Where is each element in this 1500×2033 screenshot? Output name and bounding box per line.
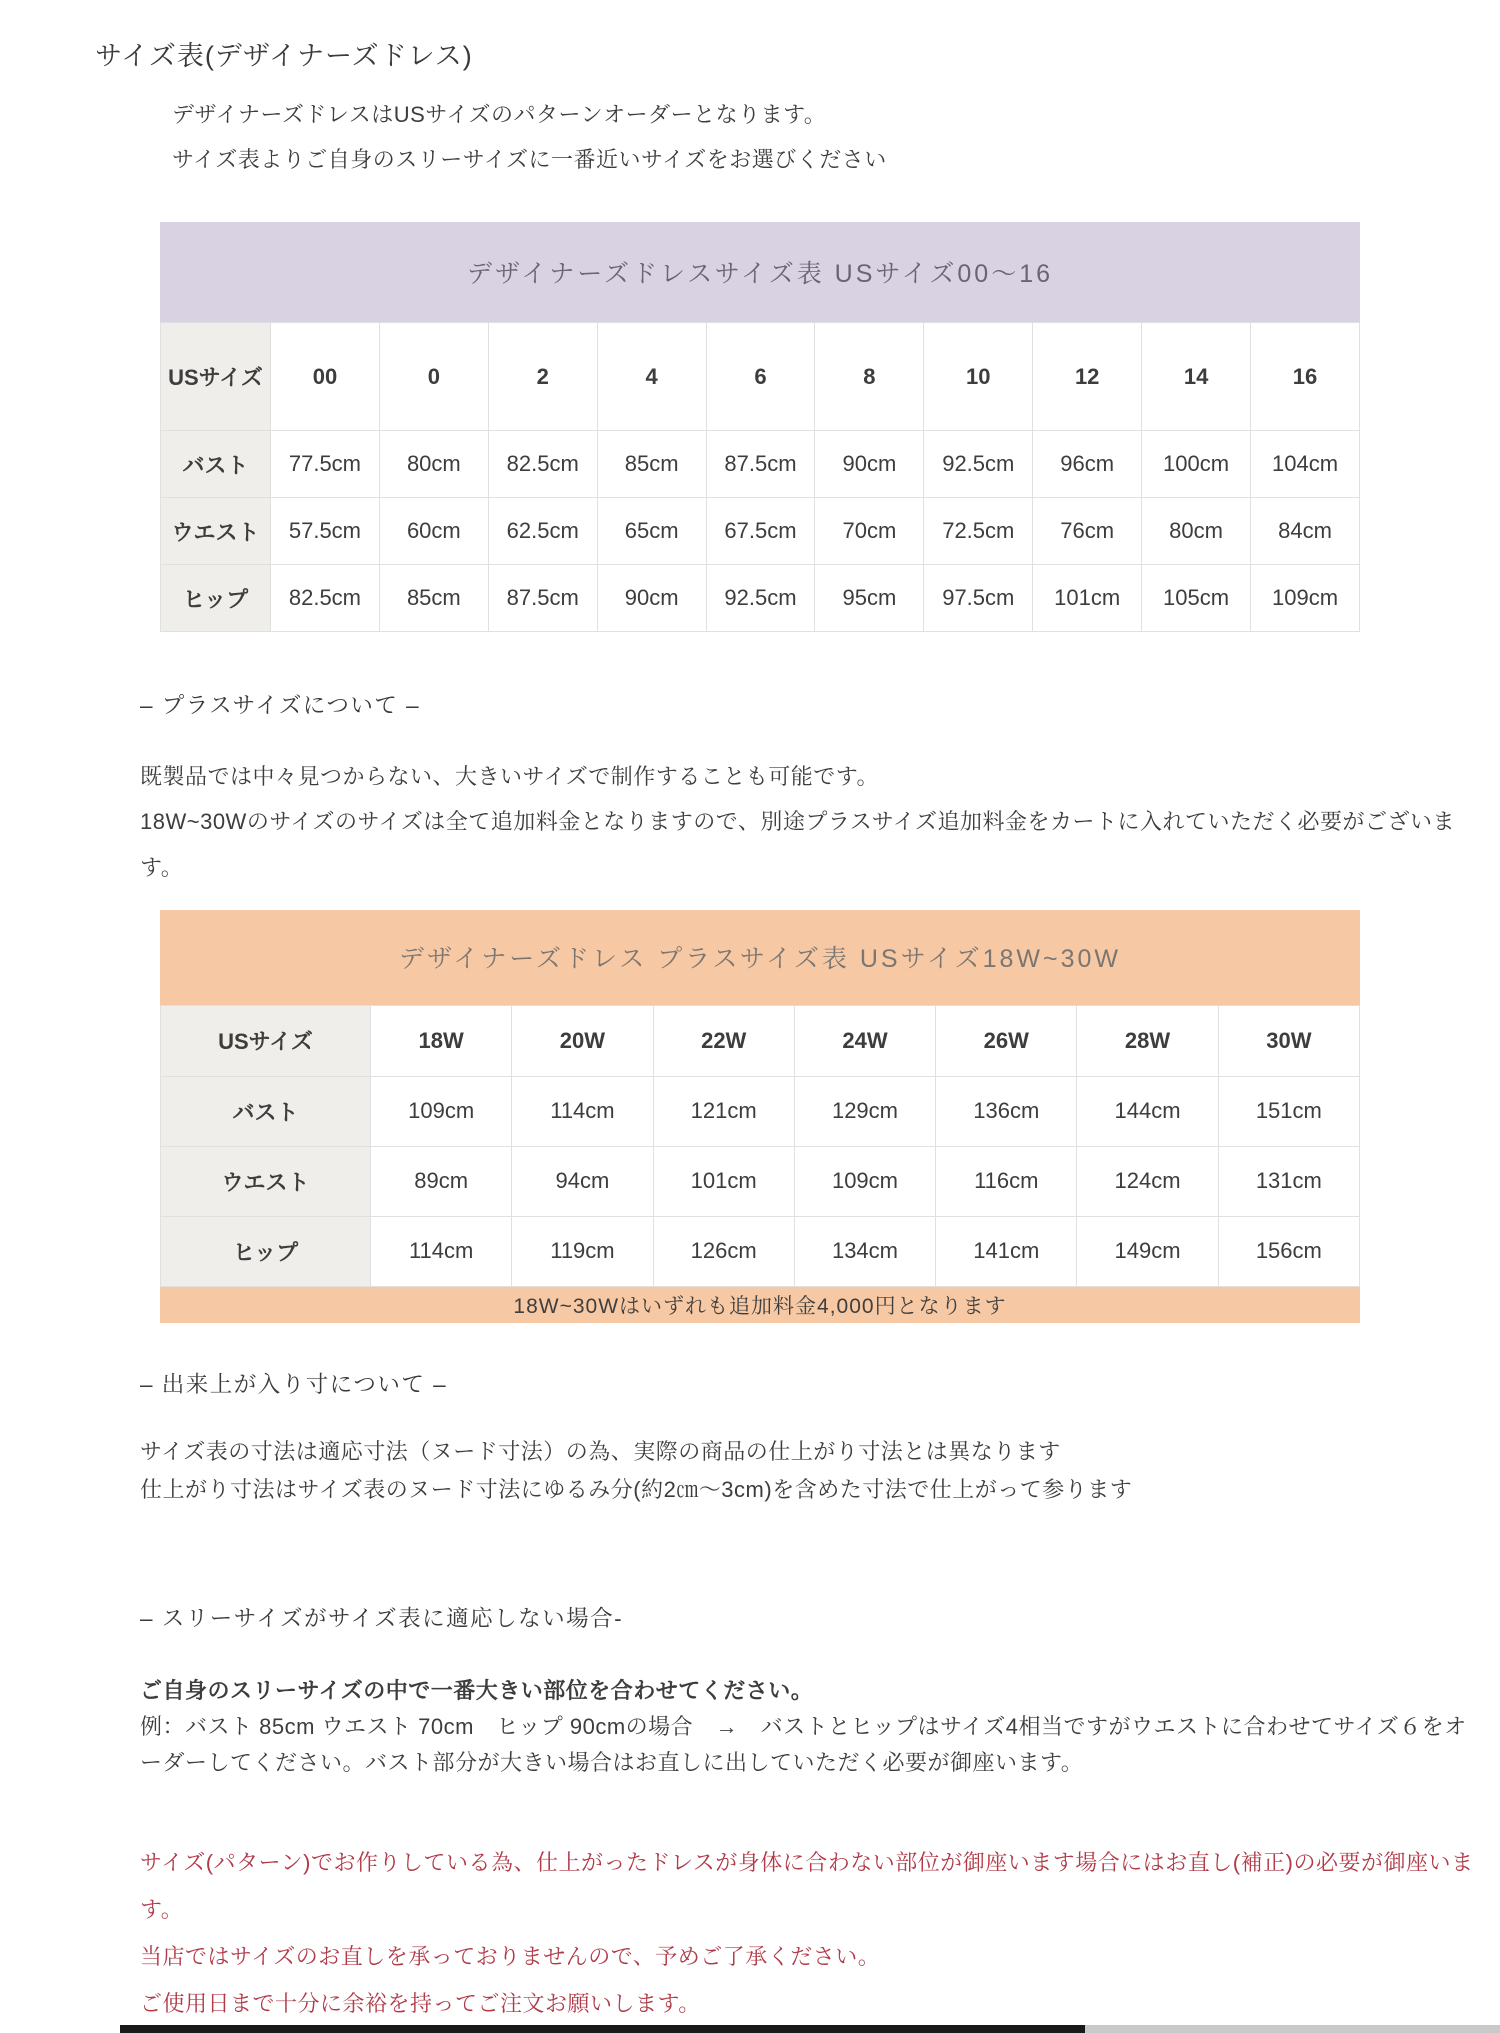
measurement-value-cell: 109cm	[794, 1146, 935, 1216]
plus-size-heading: – プラスサイズについて –	[140, 693, 421, 719]
plus-size-surcharge-text: 18W~30Wはいずれも追加料金4,000円となります	[513, 1294, 1007, 1318]
measurement-label-cell: ヒップ	[161, 1216, 371, 1286]
size-column-header: 30W	[1218, 1005, 1359, 1076]
size-column-header: 24W	[794, 1005, 935, 1076]
measurement-value-cell: 92.5cm	[706, 565, 815, 632]
size-mismatch-bold-line: ご自身のスリーサイズの中で一番大きい部位を合わせてください。	[140, 1677, 814, 1703]
standard-size-table-title: デザイナーズドレスサイズ表 USサイズ00〜16	[466, 260, 1054, 289]
measurement-value-cell: 62.5cm	[488, 498, 597, 565]
measurement-value-cell: 82.5cm	[271, 565, 380, 632]
page-bottom-divider	[120, 2025, 1500, 2033]
measurement-value-cell: 80cm	[379, 431, 488, 498]
us-size-header-cell: USサイズ	[161, 323, 271, 431]
measurement-value-cell: 134cm	[794, 1216, 935, 1286]
plus-size-paragraph-2: 18W~30Wのサイズのサイズは全て追加料金となりますので、別途プラスサイズ追加料金をカートに入れていただく必要がございます。	[140, 809, 1456, 880]
page-bottom-divider-light-segment	[1085, 2025, 1500, 2033]
intro-block	[172, 103, 1500, 172]
measurement-value-cell: 119cm	[512, 1216, 653, 1286]
size-mismatch-text	[140, 1673, 1485, 1781]
size-column-header: 28W	[1077, 1005, 1218, 1076]
measurement-value-cell: 85cm	[597, 431, 706, 498]
finished-measurements-paragraph-1: サイズ表の寸法は適応寸法（ヌード寸法）の為、実際の商品の仕上がり寸法とは異なります	[140, 1438, 1061, 1464]
measurement-row	[161, 565, 1360, 632]
alteration-warning-block	[140, 1839, 1485, 2027]
measurement-value-cell: 109cm	[1251, 565, 1360, 632]
plus-size-text	[140, 754, 1485, 889]
size-column-header: 6	[706, 323, 815, 431]
size-column-header: 16	[1251, 323, 1360, 431]
page-bottom-divider-dark-segment	[120, 2025, 1085, 2033]
measurement-value-cell: 101cm	[1033, 565, 1142, 632]
measurement-value-cell: 80cm	[1142, 498, 1251, 565]
measurement-value-cell: 85cm	[379, 565, 488, 632]
intro-line-2: サイズ表よりご自身のスリーサイズに一番近いサイズをお選びください	[172, 147, 887, 173]
size-column-header: 20W	[512, 1005, 653, 1076]
size-column-header: 8	[815, 323, 924, 431]
size-column-header: 00	[271, 323, 380, 431]
measurement-value-cell: 121cm	[653, 1076, 794, 1146]
measurement-value-cell: 95cm	[815, 565, 924, 632]
size-column-header: 22W	[653, 1005, 794, 1076]
finished-measurements-text	[140, 1433, 1485, 1509]
measurement-value-cell: 100cm	[1142, 431, 1251, 498]
size-column-header: 14	[1142, 323, 1251, 431]
measurement-row	[161, 498, 1360, 565]
measurement-value-cell: 70cm	[815, 498, 924, 565]
measurement-value-cell: 82.5cm	[488, 431, 597, 498]
measurement-value-cell: 131cm	[1218, 1146, 1359, 1216]
size-column-header: 18W	[371, 1005, 512, 1076]
size-mismatch-example: 例：バスト 85cm ウエスト 70cm ヒップ 90cmの場合 → バストとヒップはサイズ4相当ですがウエストに合わせてサイズ６をオーダーしてください。バスト部分が大きい場合はお直しに出していただく必要が御座います。	[140, 1713, 1467, 1775]
measurement-value-cell: 57.5cm	[271, 498, 380, 565]
measurement-label-cell: バスト	[161, 431, 271, 498]
measurement-value-cell: 67.5cm	[706, 498, 815, 565]
measurement-value-cell: 126cm	[653, 1216, 794, 1286]
alteration-warning-line-2: 当店ではサイズのお直しを承っておりませんので、予めご了承ください。	[140, 1944, 881, 1970]
size-header-row	[161, 1005, 1360, 1076]
plus-size-surcharge-note	[160, 1287, 1360, 1323]
plus-size-table	[160, 1005, 1360, 1287]
size-column-header: 2	[488, 323, 597, 431]
measurement-value-cell: 104cm	[1251, 431, 1360, 498]
size-column-header: 0	[379, 323, 488, 431]
plus-size-table-banner	[160, 910, 1360, 1005]
intro-line-1: デザイナーズドレスはUSサイズのパターンオーダーとなります。	[172, 102, 827, 127]
size-header-row	[161, 323, 1360, 431]
page-title: サイズ表(デザイナーズドレス)	[95, 41, 473, 71]
measurement-value-cell: 87.5cm	[488, 565, 597, 632]
measurement-value-cell: 151cm	[1218, 1076, 1359, 1146]
size-column-header: 12	[1033, 323, 1142, 431]
finished-measurements-paragraph-2: 仕上がり寸法はサイズ表のヌード寸法にゆるみ分(約2㎝〜3cm)を含めた寸法で仕上がって参ります	[140, 1476, 1133, 1502]
finished-measurements-heading: – 出来上が入り寸について –	[140, 1371, 448, 1397]
measurement-value-cell: 124cm	[1077, 1146, 1218, 1216]
alteration-warning-line-1: サイズ(パターン)でお作りしている為、仕上がったドレスが身体に合わない部位が御座います場合にはお直し(補正)の必要が御座います。	[140, 1849, 1474, 1923]
measurement-label-cell: ヒップ	[161, 565, 271, 632]
measurement-value-cell: 97.5cm	[924, 565, 1033, 632]
measurement-row	[161, 1216, 1360, 1286]
measurement-value-cell: 101cm	[653, 1146, 794, 1216]
measurement-value-cell: 90cm	[597, 565, 706, 632]
standard-size-table	[160, 322, 1360, 632]
measurement-row	[161, 1146, 1360, 1216]
plus-size-table-title: デザイナーズドレス プラスサイズ表 USサイズ18W~30W	[398, 945, 1122, 974]
standard-size-table-banner	[160, 222, 1360, 322]
measurement-value-cell: 84cm	[1251, 498, 1360, 565]
measurement-row	[161, 1076, 1360, 1146]
size-column-header: 10	[924, 323, 1033, 431]
alteration-warning-line-3: ご使用日まで十分に余裕を持ってご注文お願いします。	[140, 1991, 701, 2017]
measurement-value-cell: 87.5cm	[706, 431, 815, 498]
measurement-value-cell: 92.5cm	[924, 431, 1033, 498]
measurement-value-cell: 114cm	[512, 1076, 653, 1146]
measurement-value-cell: 144cm	[1077, 1076, 1218, 1146]
measurement-value-cell: 72.5cm	[924, 498, 1033, 565]
plus-size-table-section	[160, 910, 1360, 1323]
standard-size-table-section	[160, 222, 1360, 632]
measurement-label-cell: バスト	[161, 1076, 371, 1146]
measurement-value-cell: 60cm	[379, 498, 488, 565]
us-size-header-cell: USサイズ	[161, 1005, 371, 1076]
size-column-header: 26W	[936, 1005, 1077, 1076]
measurement-value-cell: 96cm	[1033, 431, 1142, 498]
size-column-header: 4	[597, 323, 706, 431]
measurement-value-cell: 76cm	[1033, 498, 1142, 565]
measurement-value-cell: 90cm	[815, 431, 924, 498]
measurement-value-cell: 109cm	[371, 1076, 512, 1146]
measurement-value-cell: 136cm	[936, 1076, 1077, 1146]
measurement-value-cell: 149cm	[1077, 1216, 1218, 1286]
measurement-value-cell: 114cm	[371, 1216, 512, 1286]
size-mismatch-heading: – スリーサイズがサイズ表に適応しない場合-	[140, 1605, 624, 1631]
measurement-value-cell: 105cm	[1142, 565, 1251, 632]
measurement-label-cell: ウエスト	[161, 498, 271, 565]
measurement-value-cell: 141cm	[936, 1216, 1077, 1286]
measurement-value-cell: 77.5cm	[271, 431, 380, 498]
measurement-value-cell: 65cm	[597, 498, 706, 565]
measurement-value-cell: 89cm	[371, 1146, 512, 1216]
measurement-value-cell: 156cm	[1218, 1216, 1359, 1286]
measurement-value-cell: 129cm	[794, 1076, 935, 1146]
measurement-value-cell: 116cm	[936, 1146, 1077, 1216]
measurement-value-cell: 94cm	[512, 1146, 653, 1216]
measurement-row	[161, 431, 1360, 498]
measurement-label-cell: ウエスト	[161, 1146, 371, 1216]
plus-size-paragraph-1: 既製品では中々見つからない、大きいサイズで制作することも可能です。	[140, 764, 879, 790]
